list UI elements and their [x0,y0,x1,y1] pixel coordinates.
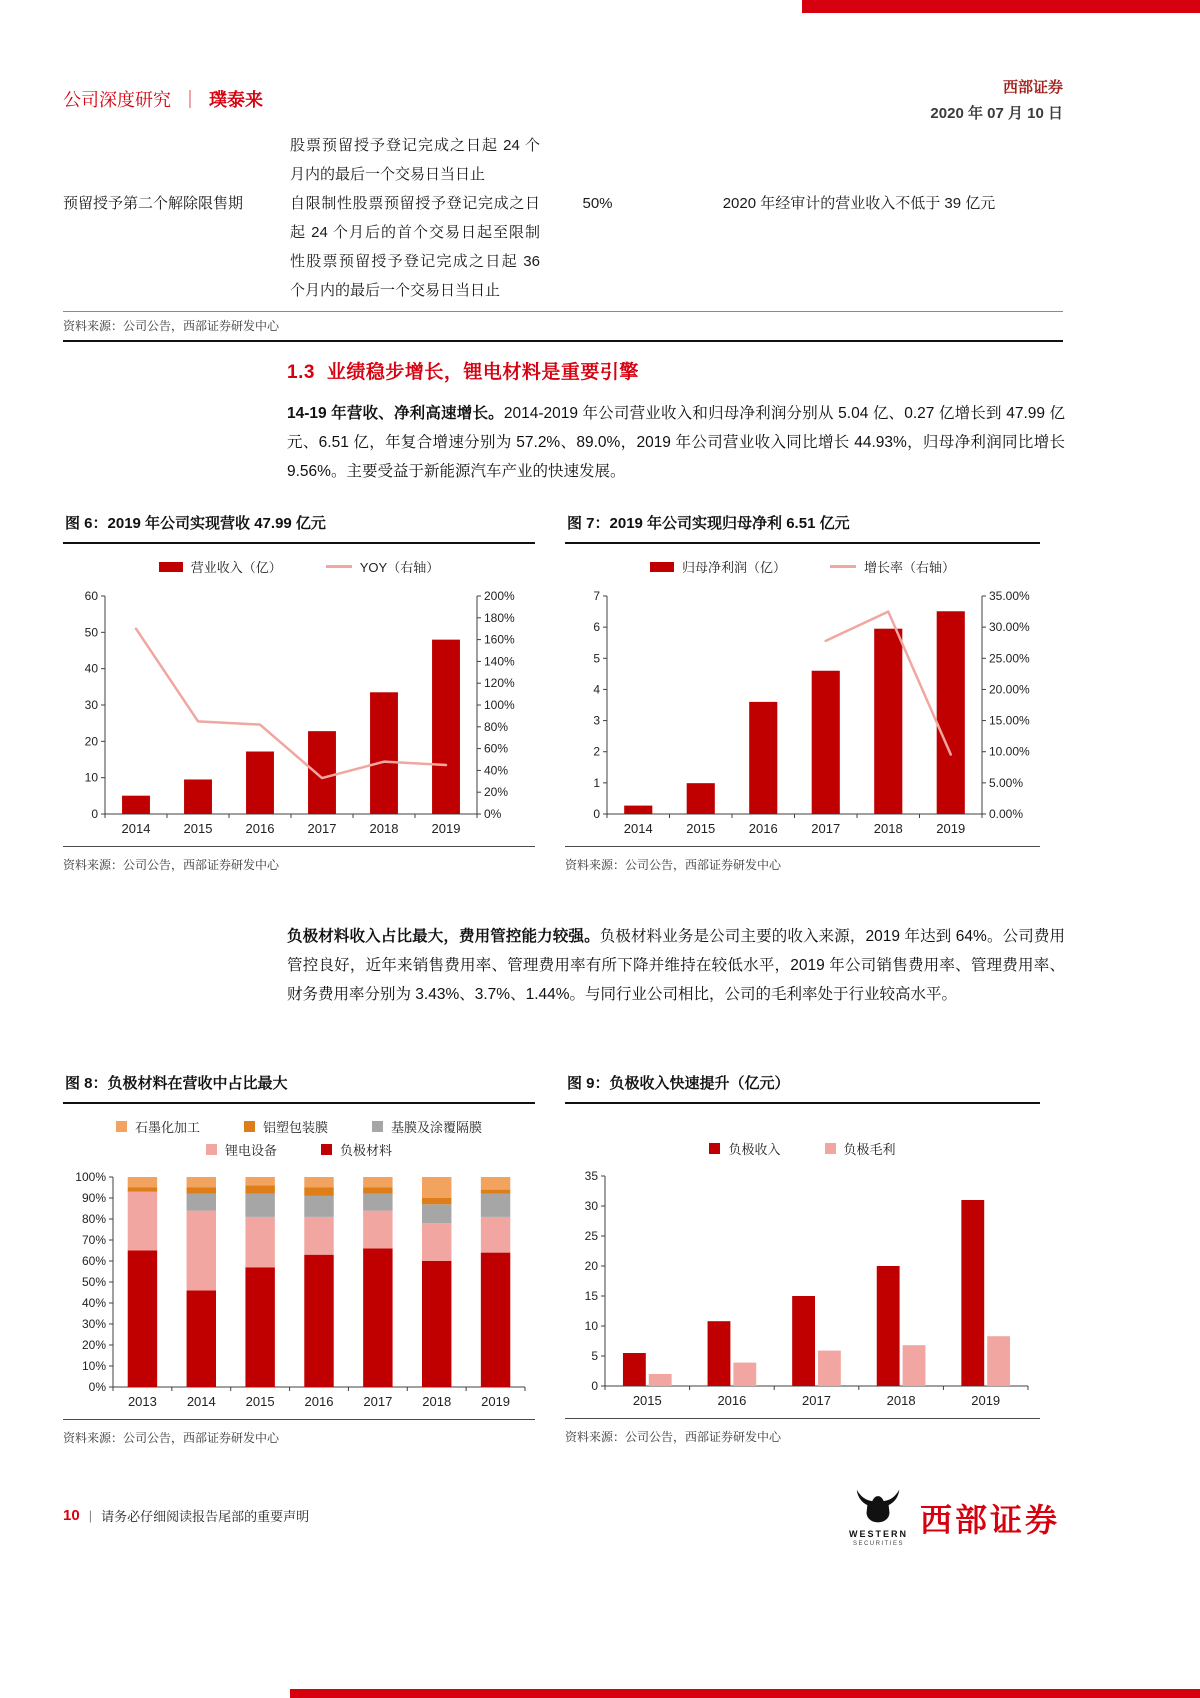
top-red-bar [802,0,1200,13]
svg-text:2015: 2015 [632,1393,662,1408]
svg-text:40: 40 [84,661,98,676]
legend-item [830,557,955,576]
disclaimer-text: 请务必仔细阅读报告尾部的重要声明 [101,1509,310,1524]
table-row [63,131,1063,189]
svg-text:6: 6 [593,620,600,635]
svg-text:2018: 2018 [369,821,399,836]
legend-item [372,1117,482,1136]
legend-label: 营业收入（亿） [190,560,282,575]
paragraph-lead: 负极材料收入占比最大，费用管控能力较强。 [287,928,600,945]
svg-text:0.00%: 0.00% [989,807,1024,821]
legend-label: 负极收入 [728,1142,781,1157]
paragraph-lead: 14-19 年营收、净利高速增长。 [287,405,504,422]
svg-text:10: 10 [84,770,98,785]
header-divider: ｜ [181,90,199,110]
legend-label: 负极毛利 [843,1142,896,1157]
svg-text:80%: 80% [81,1212,106,1226]
table-cell-continuation: 股票预留授予登记完成之日起 24 个月内的最后一个交易日当日止 [290,137,540,183]
legend-swatch-icon [326,565,352,568]
legend-swatch-icon [709,1143,720,1154]
svg-text:0: 0 [593,807,600,821]
svg-text:7: 7 [593,589,600,603]
table-cell-period-name: 预留授予第二个解除限售期 [63,195,244,212]
svg-text:10: 10 [584,1319,598,1333]
figure-6-title: 图 6：2019 年公司实现营收 47.99 亿元 [63,512,535,544]
svg-text:10%: 10% [81,1359,106,1373]
legend-label: 铝塑包装膜 [262,1120,328,1135]
legend-swatch-icon [372,1121,383,1132]
chart-legend [565,544,1040,584]
svg-text:80%: 80% [484,719,509,734]
header-brand-date [930,76,1063,123]
legend-item [326,557,439,576]
legend-label: 增长率（右轴） [864,560,956,575]
svg-text:2: 2 [593,744,600,759]
legend-item [321,1140,392,1159]
paragraph-body: 2014-2019 年公司营业收入和归母净利润分别从 5.04 亿、0.27 亿增长到 47.99 亿元、6.51 亿，年复合增速分别为 57.2%、89.0%，2019 年公司营业收入同比增长 44.93%，归母净利润同比增长 9.56%。主要受益于新能源汽车产业的快速发展。 [287,405,1065,480]
svg-text:15: 15 [584,1289,598,1303]
svg-text:60: 60 [84,589,98,603]
legend-swatch-icon [650,562,674,572]
svg-text:15.00%: 15.00% [989,713,1030,728]
legend-label: 归母净利润（亿） [681,560,786,575]
paragraph-anode [287,922,1065,1009]
svg-text:2014: 2014 [186,1394,216,1409]
brand-name: 西部证券 [1002,79,1063,96]
svg-text:20.00%: 20.00% [989,682,1030,697]
report-category: 公司深度研究 [63,90,171,110]
legend-item [159,557,282,576]
company-name: 璞泰来 [209,90,263,110]
figure-8-title: 图 8：负极材料在营收中占比最大 [63,1072,535,1104]
svg-text:2015: 2015 [686,821,716,836]
svg-text:40%: 40% [81,1296,106,1310]
table-cell-period-desc: 自限制性股票预留授予登记完成之日起 24 个月后的首个交易日起至限制性股票预留授予登记完成之日起 36 个月内的最后一个交易日当日止 [290,195,540,299]
svg-text:20%: 20% [484,785,509,800]
svg-text:2018: 2018 [886,1393,916,1408]
svg-text:30%: 30% [81,1317,106,1331]
chart-canvas [565,584,1040,842]
svg-text:50: 50 [84,625,98,640]
svg-text:25.00%: 25.00% [989,651,1030,666]
svg-text:200%: 200% [484,589,515,603]
svg-text:2015: 2015 [183,821,213,836]
svg-text:70%: 70% [81,1233,106,1247]
section-title: 业绩稳步增长，锂电材料是重要引擎 [326,362,639,383]
brand-logo-text: 西部证券 [919,1501,1060,1538]
svg-text:100%: 100% [484,698,515,712]
svg-text:35: 35 [584,1169,598,1183]
svg-text:20: 20 [84,734,98,749]
legend-label: 锂电设备 [224,1143,277,1158]
svg-text:0%: 0% [484,807,502,821]
footer-divider: | [88,1508,93,1523]
svg-text:120%: 120% [484,676,515,691]
chart-legend [63,544,535,584]
table-row [63,189,1063,305]
section-divider-rule [63,340,1063,342]
svg-text:2019: 2019 [971,1393,1001,1408]
footer-disclaimer [63,1506,309,1525]
svg-text:60%: 60% [81,1254,106,1268]
svg-text:2017: 2017 [307,821,337,836]
figure-7-chart [565,544,1040,847]
unlock-period-table [63,131,1063,305]
svg-text:140%: 140% [484,654,515,669]
svg-text:2017: 2017 [811,821,841,836]
figure-9-chart [565,1104,1040,1419]
svg-text:2016: 2016 [245,821,275,836]
svg-text:0: 0 [591,1379,598,1393]
legend-swatch-icon [244,1121,255,1132]
table-cell-condition: 2020 年经审计的营业收入不低于 39 亿元 [722,195,996,212]
chart-legend [565,1126,1040,1166]
figure-7-source: 资料来源：公司公告，西部证券研发中心 [565,858,782,872]
paragraph-growth [287,399,1065,486]
figure-9-title: 图 9：负极收入快速提升（亿元） [565,1072,1040,1104]
bull-icon [851,1488,905,1524]
svg-text:20: 20 [584,1259,598,1273]
svg-text:30.00%: 30.00% [989,620,1030,635]
figure-8-chart [63,1104,535,1420]
svg-text:2019: 2019 [481,1394,511,1409]
svg-text:5: 5 [591,1349,598,1363]
svg-text:2018: 2018 [873,821,903,836]
svg-text:2014: 2014 [121,821,151,836]
svg-text:30: 30 [584,1199,598,1213]
legend-swatch-icon [159,562,183,572]
figure-8 [63,1072,535,1446]
legend-item [709,1139,780,1158]
svg-text:5: 5 [593,651,600,666]
svg-text:4: 4 [593,682,600,697]
chart-canvas [565,1166,1040,1414]
svg-text:2015: 2015 [245,1394,275,1409]
svg-text:5.00%: 5.00% [989,775,1024,790]
svg-text:25: 25 [584,1229,598,1243]
report-type-header [63,86,263,112]
legend-item [825,1139,896,1158]
chart-canvas [63,1167,535,1415]
svg-text:100%: 100% [75,1170,106,1184]
svg-text:90%: 90% [81,1191,106,1205]
figure-7-title: 图 7：2019 年公司实现归母净利 6.51 亿元 [565,512,1040,544]
figure-6 [63,512,535,873]
svg-text:35.00%: 35.00% [989,589,1030,603]
page-number: 10 [63,1507,80,1524]
legend-label: 负极材料 [340,1143,393,1158]
figure-6-chart [63,544,535,847]
legend-swatch-icon [825,1143,836,1154]
figure-9-source: 资料来源：公司公告，西部证券研发中心 [565,1430,782,1444]
svg-text:2016: 2016 [748,821,778,836]
legend-item [650,557,786,576]
svg-text:2019: 2019 [936,821,966,836]
legend-label: 石墨化加工 [134,1120,200,1135]
svg-text:10.00%: 10.00% [989,744,1030,759]
svg-text:50%: 50% [81,1275,106,1289]
svg-text:2018: 2018 [422,1394,452,1409]
legend-label: YOY（右轴） [359,560,440,575]
svg-text:180%: 180% [484,610,515,625]
table-bottom-rule [63,311,1063,312]
chart-legend [63,1104,535,1167]
legend-swatch-icon [830,565,856,568]
logo-caption-western: WESTERN [848,1529,908,1539]
svg-text:2017: 2017 [802,1393,831,1408]
svg-text:2014: 2014 [623,821,653,836]
svg-text:2016: 2016 [304,1394,334,1409]
table-cell-ratio: 50% [582,195,613,212]
legend-label: 基膜及涂覆隔膜 [391,1120,483,1135]
figure-9 [565,1072,1040,1445]
chart-canvas [63,584,535,842]
bottom-red-bar [290,1689,1200,1698]
svg-text:1: 1 [593,775,600,790]
legend-item [206,1140,277,1159]
svg-text:2017: 2017 [363,1394,393,1409]
legend-item [244,1117,328,1136]
report-date: 2020 年 07 月 10 日 [930,105,1063,122]
table-source-note: 资料来源：公司公告，西部证券研发中心 [63,319,280,333]
figure-8-source: 资料来源：公司公告，西部证券研发中心 [63,1431,280,1445]
bull-logo [849,1488,908,1547]
svg-text:3: 3 [593,713,600,728]
svg-text:2016: 2016 [717,1393,747,1408]
legend-swatch-icon [206,1144,217,1155]
svg-text:60%: 60% [484,741,509,756]
legend-item [116,1117,200,1136]
logo-caption-securities: SECURITIES [852,1541,904,1547]
legend-swatch-icon [116,1121,127,1132]
section-number: 1.3 [287,362,315,383]
figure-7 [565,512,1040,873]
svg-text:20%: 20% [81,1338,106,1352]
svg-text:30: 30 [84,698,98,712]
svg-text:2019: 2019 [431,821,461,836]
svg-text:160%: 160% [484,632,515,647]
paragraph-body: 负极材料业务是公司主要的收入来源，2019 年达到 64%。公司费用管控良好，近年来销售费用率、管理费用率有所下降并维持在较低水平，2019 年公司销售费用率、管理费用率、财务费用率分别为 3.43%、3.7%、1.44%。与同行业公司相比，公司的毛利率处于行业较高水平。 [287,928,1065,1003]
svg-text:0: 0 [91,807,98,821]
figure-6-source: 资料来源：公司公告，西部证券研发中心 [63,858,280,872]
svg-text:40%: 40% [484,763,509,778]
section-heading [287,357,639,384]
svg-text:2013: 2013 [127,1394,157,1409]
svg-text:0%: 0% [88,1380,106,1394]
footer-logo [849,1488,1060,1547]
legend-swatch-icon [321,1144,332,1155]
